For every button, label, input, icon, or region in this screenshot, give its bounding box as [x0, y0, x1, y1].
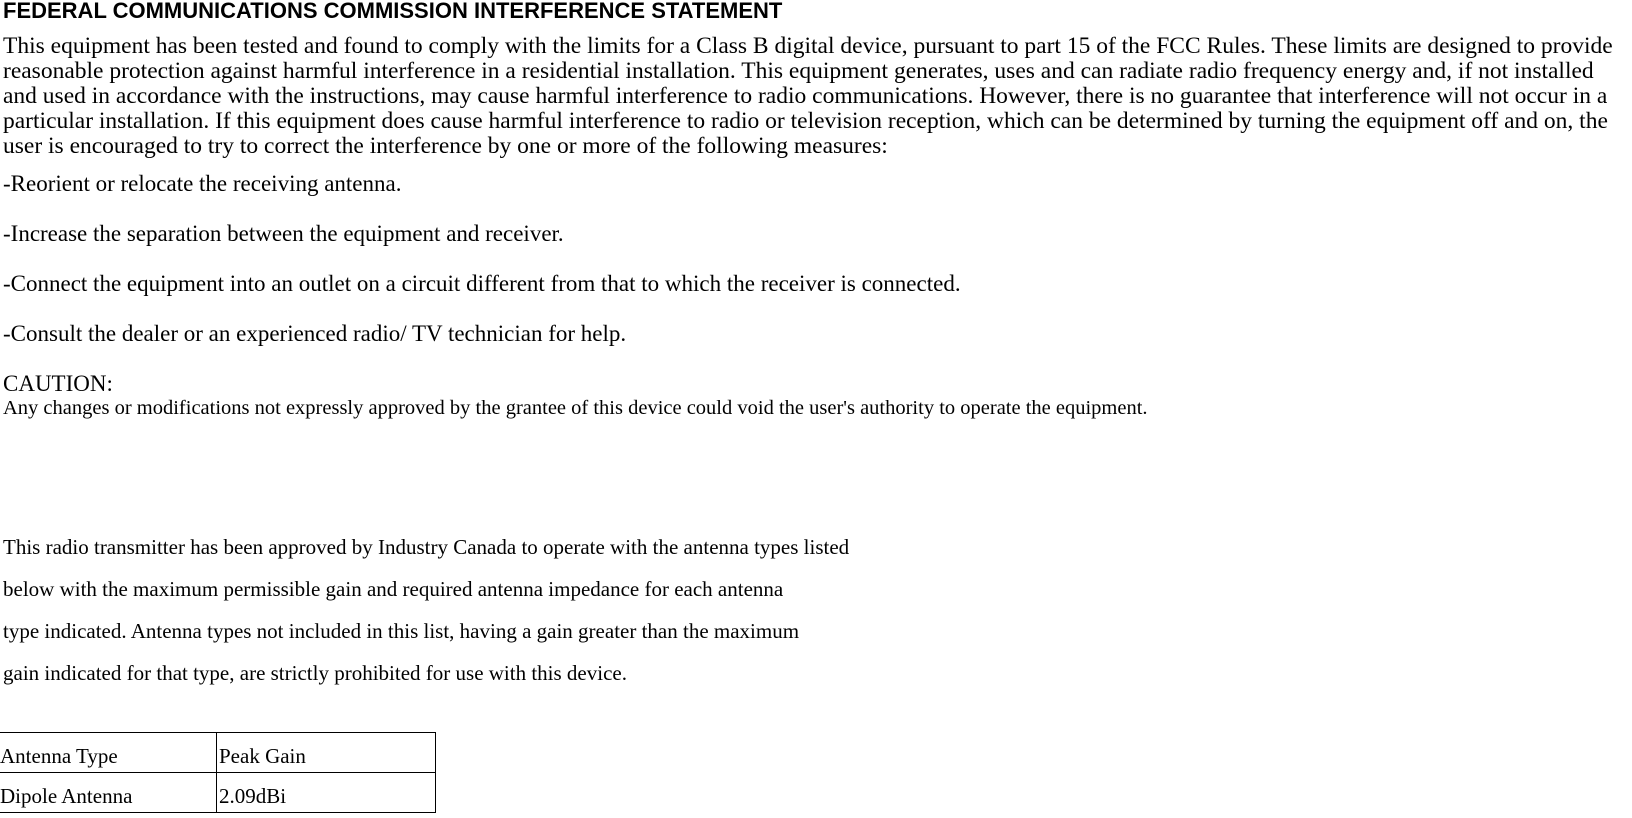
ic-line: gain indicated for that type, are strictly prohibited for use with this device.	[3, 661, 627, 685]
fcc-title: FEDERAL COMMUNICATIONS COMMISSION INTERFERENCE STATEMENT	[3, 0, 783, 23]
cell-peak-gain: 2.09dBi	[217, 773, 436, 813]
measure-item: -Consult the dealer or an experienced radio/ TV technician for help.	[3, 321, 627, 346]
ic-line: This radio transmitter has been approved by Industry Canada to operate with the antenna types listed	[3, 535, 850, 559]
caution-text: Any changes or modifications not expressly approved by the grantee of this device could void the user's authority to operate the equipment.	[3, 397, 1148, 419]
measure-item: -Increase the separation between the equipment and receiver.	[3, 221, 564, 246]
header-peak-gain: Peak Gain	[217, 733, 436, 773]
cell-antenna-type: Dipole Antenna	[0, 773, 217, 813]
header-antenna-type: Antenna Type	[0, 733, 217, 773]
measure-item: -Connect the equipment into an outlet on a circuit different from that to which the receiver is connected.	[3, 271, 961, 296]
table-header-row	[0, 733, 436, 773]
industry-canada-statement	[3, 536, 849, 704]
caution-label: CAUTION:	[3, 371, 113, 396]
table-row	[0, 773, 436, 813]
ic-line: type indicated. Antenna types not included in this list, having a gain greater than the maximum	[3, 619, 800, 643]
measure-item: -Reorient or relocate the receiving antenna.	[3, 171, 402, 196]
ic-line: below with the maximum permissible gain and required antenna impedance for each antenna	[3, 577, 784, 601]
fcc-intro-paragraph: This equipment has been tested and found to comply with the limits for a Class B digital device, pursuant to part 15 of the FCC Rules. These limits are designed to provide reasonable protection against harmful interference in a residential installation. This equipment generates, uses and can radiate radio frequency energy and, if not installed and used in accordance with the instructions, may cause harmful interference to radio communications. However, there is no guarantee that interference will not occur in a particular installation. If this equipment does cause harmful interference to radio or television reception, which can be determined by turning the equipment off and on, the user is encouraged to try to correct the interference by one or more of the following measures:	[3, 33, 1613, 159]
antenna-table	[0, 732, 436, 813]
measures-list	[3, 171, 1629, 371]
document-page	[3, 0, 1629, 685]
